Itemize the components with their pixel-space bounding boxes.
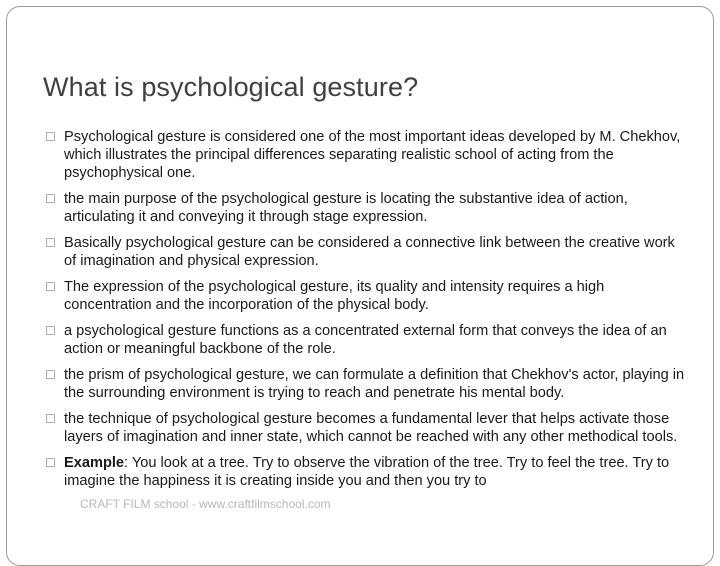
bullet-text: the technique of psychological gesture becomes a fundamental lever that helps activate those layers of imagination and inner state, which cannot be reached with any other methodical tools. (64, 411, 678, 445)
square-bullet-icon (46, 282, 55, 291)
example-label: Example (64, 455, 125, 471)
bullet-item-4 (46, 278, 686, 314)
bullet-item-example (46, 454, 686, 490)
bullet-item-1 (46, 128, 686, 182)
bullet-text: The expression of the psychological gesture, its quality and intensity requires a high concentration and the incorporation of the physical body. (64, 279, 605, 313)
bullet-text: a psychological gesture functions as a concentrated external form that conveys the idea of an action or meaningful backbone of the role. (64, 323, 667, 357)
square-bullet-icon (46, 458, 55, 467)
square-bullet-icon (46, 326, 55, 335)
bullet-list (46, 128, 686, 498)
slide-title: What is psychological gesture? (43, 72, 419, 102)
bullet-item-3 (46, 234, 686, 270)
bullet-text: Psychological gesture is considered one of the most important ideas developed by M. Chekhov, which illustrates the principal differences separating realistic school of acting from the psychophysical one. (64, 129, 681, 181)
square-bullet-icon (46, 414, 55, 423)
bullet-item-2 (46, 190, 686, 226)
bullet-item-7 (46, 410, 686, 446)
square-bullet-icon (46, 370, 55, 379)
watermark-text: CRAFT FILM school - www.craftfilmschool.com (80, 497, 331, 511)
bullet-text: the main purpose of the psychological gesture is locating the substantive idea of action, articulating it and conveying it through stage expression. (64, 191, 628, 225)
square-bullet-icon (46, 194, 55, 203)
bullet-text: the prism of psychological gesture, we can formulate a definition that Chekhov's actor, playing in the surrounding environment is trying to reach and penetrate his mental body. (64, 367, 685, 401)
square-bullet-icon (46, 132, 55, 141)
bullet-item-5 (46, 322, 686, 358)
example-text: : You look at a tree. Try to observe the vibration of the tree. Try to feel the tree. Try to imagine the happiness it is creating inside you and then you try to (64, 455, 670, 489)
square-bullet-icon (46, 238, 55, 247)
bullet-item-6 (46, 366, 686, 402)
bullet-text: Basically psychological gesture can be considered a connective link between the creative work of imagination and physical expression. (64, 235, 675, 269)
